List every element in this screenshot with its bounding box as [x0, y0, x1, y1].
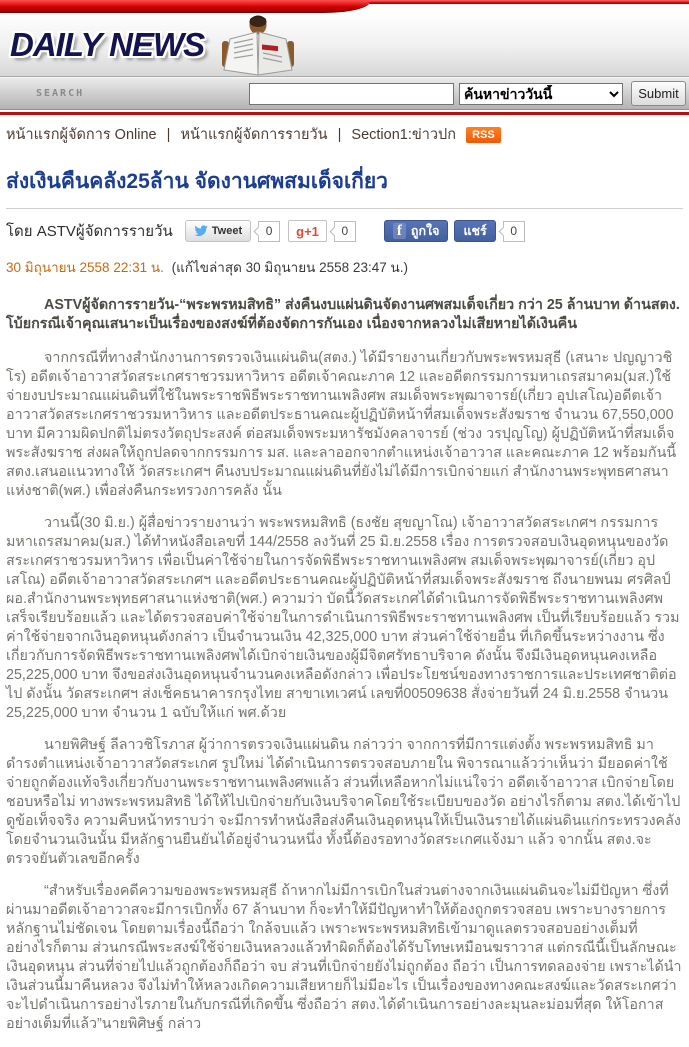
daily-news-logo[interactable]: DAILY NEWS [10, 25, 205, 63]
paragraph: นายพิศิษฐ์ ลีลาวชิโรภาส ผู้ว่าการตรวจเงินแผ่นดิน กล่าวว่า จากการที่มีการแต่งตั้ง พระพรหมสิทธิ มาดำรงตำแหน่งเจ้าอาวาสวัดสระเกศ รูปใหม่ ได้ดำเนินการตรวจสอบภายใน พิจารณาแล้วว่าเห็นว่า มียอดค่าใช้จ่ายถูกต้องแท้จริงเกี่ยวกับงานพระราชทานเพลิงศพแล้ว ส่วนที่เหลือหากไม่แน่ใจว่า อดีตเจ้าอาวาส เบิกจ่ายโดยชอบหรือไม่ ทางพระพรหมสิทธิ ได้ให้ไปเบิกจ่ายกับเงินบริจาคโดยใช้ระเบียบของวัด อย่างไรก็ตาม สตง.ได้เข้าไปดูข้อเท็จจริง ความคืบหน้าทราบว่า จะมีการทำหนังสือส่งคืนเงินอุดหนุนให้เป็นเงินรายได้แผ่นดินแก่กระทรวงคลัง โดยจำนวนเงินนั้น มีหลักฐานยืนยันได้อยู่จำนวนหนึ่ง ทั้งนี้ต้องรอทางวัดสระเกศแจ้งมา แล้ว จากนั้น สตง.จะตรวจยันตัวเลขอีกครั้ง [6, 737, 681, 867]
fb-share-button[interactable]: แชร์ [454, 220, 495, 242]
top-red-bar [0, 0, 689, 13]
newspaper-reader-illustration [210, 15, 306, 77]
paragraph: วานนี้(30 มิ.ย.) ผู้สื่อข่าวรายงานว่า พระพรหมสิทธิ (ธงชัย สุขญาโณ) เจ้าอาวาสวัดสระเกศฯ กรรมการมหาเถรสมาคม(มส.) ได้ทำหนังสือเลขที่ 144/2558 ลงวันที่ 25 มิ.ย.2558 เรื่อง การตรวจสอบเงินอุดหนุนของวัดสระเกศราชวรมหาวิหาร เพื่อเป็นค่าใช้จ่ายในการจัดพิธีพระราชทานเพลิงศพ สมเด็จพระพุฒาจารย์(เกี่ยว อุปเสโณ) อดีตเจ้าอาวาสวัดสระเกศฯ และอดีตประธานคณะผู้ปฏิบัติหน้าที่สมเด็จพระสังฆราช ถึงนายพนม ศรศิลป์ ผอ.สำนักงานพระพุทธศาสนาแห่งชาติ(พศ.) ความว่า บัดนี้วัดสระเกศได้ดำเนินการจัดพิธีพระราชทานเพลิงศพ เสร็จเรียบร้อยแล้ว และได้ตรวจสอบค่าใช้จ่ายในการดำเนินการพิธีพระราชทานเพลิงศพ เป็นที่เรียบร้อยแล้ว รวมค่าใช้จ่ายจากเงินอุดหนุนดังกล่าว เป็นจำนวนเงิน 42,325,000 บาท ส่วนค่าใช้จ่ายอื่น ที่เกิดขึ้นระหว่างงาน ซึ่งเกี่ยวกับการจัดพิธีพระราชทานเพลิงศพได้เบิกจ่ายเงินของผู้มีจิตศรัทธาบริจาค ดังนั้น จึงมีเงินอุดหนุนคงเหลือ 25,225,000 บาท จึงขอส่งเงินอุดหนุนจำนวนคงเหลือดังกล่าว เพื่อประโยชน์ของทางราชการและประเทศชาติต่อไป ดังนั้น วัดสระเกศฯ ส่งเช็คธนาคารกรุงไทย สาขาเทเวศน์ เลขที่00509638 สั่งจ่ายวันที่ 24 มิ.ย.2558 จำนวน 25,225,000 บาท จำนวน 1 ฉบับให้แก่ พศ.ด้วย [6, 515, 680, 721]
nav-separator: | [166, 127, 171, 143]
nav-home-online[interactable]: หน้าแรกผู้จัดการ Online [6, 127, 157, 143]
top-red-bar-thick [0, 0, 370, 13]
fb-like-button[interactable] [384, 220, 449, 242]
twitter-bird-icon [194, 225, 208, 237]
search-label: SEARCH [36, 88, 85, 99]
publish-date: 30 มิถุนายน 2558 22:31 น. [6, 260, 164, 275]
byline: โดย ASTVผู้จัดการรายวัน [6, 223, 173, 240]
fb-share-count[interactable]: 0 [503, 221, 525, 242]
paragraph: “สำหรับเรื่องคดีความของพระพรหมสุธี ถ้าหากไม่มีการเบิกในส่วนต่างจากเงินแผ่นดินจะไม่มีปัญหา ซึ่งที่ผ่านมาอดีตเจ้าอาวาสจะมีการเบิกทั้ง 67 ล้านบาท ก็จะทำให้มีปัญหาทำให้ต้องถูกตรวจสอบ เพราะบางรายการหลักฐานไม่ชัดเจน โดยตามเรื่องนี้ถือว่า ใกล้จบแล้ว เพราะพระพรหมสิทธิเข้ามาดูแลตรวจสอบอย่างเต็มที่ อย่างไรก็ตาม ส่วนกรณีพระสงฆ์ใช้จ่ายเงินหลวงแล้วทำผิดก็ต้องได้รับโทษเหมือนฆราวาส แต่กรณีนี้เป็นลักษณะเงินอุดหนุน ส่วนที่จ่ายไปแล้วถูกต้องก็ถือว่า จบ ส่วนที่เบิกจ่ายยังไม่ถูกต้อง ถือว่า เป็นการทดลองจ่าย เพราะได้นำเงินส่วนนี้มาคืนหลวง จึงไม่ทำให้หลวงเกิดความเสียหายก็ไม่มีอะไร เป็นเรื่องของทางคณะสงฆ์และวัดสระเกศว่า จะไปดำเนินการอย่างไรภายในกับกรณีที่เกิดขึ้น ซึ่งถือว่า สตง.ได้ดำเนินการอย่างละมุนละม่อมที่สุด ให้โอกาสอย่างเต็มที่แล้ว”นายพิศิษฐ์ กล่าว [6, 883, 682, 1032]
nav-separator: | [337, 127, 342, 143]
article-body [6, 296, 683, 1034]
rss-badge[interactable]: RSS [466, 127, 501, 143]
article-container [0, 165, 689, 1034]
breadcrumb [0, 115, 689, 153]
lead-paragraph: ASTVผู้จัดการรายวัน-“พระพรหมสิทธิ” ส่งคืนงบแผ่นดินจัดงานศพสมเด็จเกี่ยว กว่า 25 ล้านบาท ด้านสตง. โบ้ยกรณีเจ้าคุณเสนาะเป็นเรื่องของสงฆ์ที่ต้องจัดการกันเอง เนื่องจากหลวงไม่เสียหายได้เงินคืน [6, 297, 680, 332]
gplus-button[interactable]: g+1 [288, 220, 327, 242]
nav-home-daily[interactable]: หน้าแรกผู้จัดการรายวัน [180, 127, 328, 143]
search-submit-button[interactable]: Submit [631, 81, 686, 106]
byline-row [6, 218, 683, 244]
updated-date: (แก้ไขล่าสุด 30 มิถุนายน 2558 23:47 น.) [171, 260, 408, 275]
nav-section[interactable]: Section1:ข่าวปก [351, 127, 457, 143]
search-bar [0, 77, 689, 110]
site-header [0, 13, 689, 77]
paragraph: จากกรณีที่ทางสำนักงานการตรวจเงินแผ่นดิน(สตง.) ได้มีรายงานเกี่ยวกับพระพรหมสุธี (เสนาะ ปญญาวชิโร) อดีตเจ้าอาวาสวัดสระเกศราชวรมหาวิหาร อดีตเจ้าคณะภาค 12 และอดีตกรรมการมหาเถรสมาคม(มส.)ใช้จ่ายงบประมาณแผ่นดินที่ใช้ในพระราชพิธีพระราชทานเพลิงศพ สมเด็จพระพุฒาจารย์(เกี่ยว อุปเสโณ)อดีตเจ้าอาวาสวัดสระเกศราชวรมหาวิหาร และอดีตประธานคณะผู้ปฏิบัติหน้าที่สมเด็จพระสังฆราช จำนวน 67,550,000 บาท มีความผิดปกติไม่ตรงวัตถุประสงค์ ต่อสมเด็จพระมหารัชมังคลาจารย์ (ช่วง วรปุญโญ) ผู้ปฏิบัติหน้าที่สมเด็จพระสังฆราช ส่งผลให้ถูกปลดจากกรรมการ มส. และลาออกจากตำแหน่งเจ้าอาวาส และคณะภาค 12 พร้อมกันนี้ สตง.เสนอแนวทางให้ วัดสระเกศฯ คืนงบประมาณแผ่นดินที่ยังไม่ได้มีการเบิกจ่ายแก่ สำนักงานพระพุทธศาสนาแห่งชาติ(พศ.) เพื่อส่งคืนกระทรวงการคลัง นั้น [6, 350, 677, 499]
title-divider [6, 208, 683, 209]
facebook-widget [384, 220, 525, 242]
date-row [6, 256, 683, 278]
facebook-icon: f [393, 223, 406, 239]
tweet-button[interactable] [185, 220, 251, 242]
tweet-button-label: Tweet [211, 225, 243, 237]
fb-like-label: ถูกใจ [410, 224, 440, 238]
search-input[interactable] [249, 83, 454, 105]
tweet-count[interactable]: 0 [258, 221, 280, 242]
search-category-select[interactable] [459, 83, 623, 105]
article-title: ส่งเงินคืนคลัง25ล้าน จัดงานศพสมเด็จเกี่ยว [6, 170, 388, 193]
gplus-count[interactable]: 0 [334, 221, 356, 242]
